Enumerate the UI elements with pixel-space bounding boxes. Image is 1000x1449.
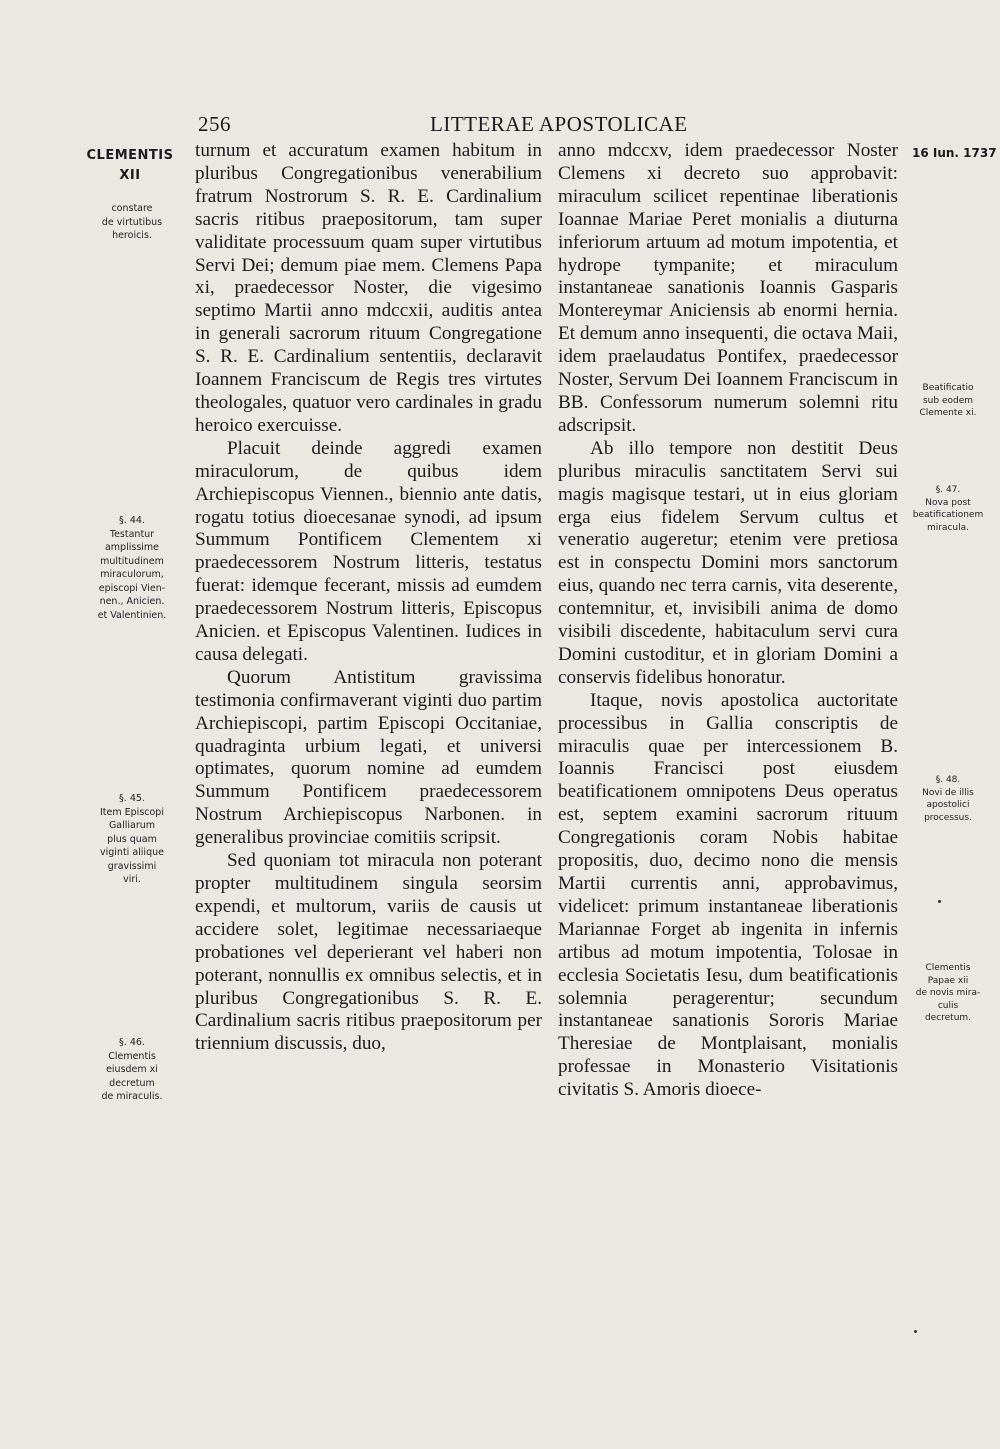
paragraph: Ab illo tempore non destitit Deus pluribus miraculis sanctitatem Servi sui magis magisque testari, ut in eius gloriam erga eius fidelem Servum cultus et veneratio augeretur; etenim vere pretiosa est in conspectu Domini mors sanctorum eius, quando nec terra carnis, vita deserente, contemnitur, et, invisibili anima de domo visibili discedente, habitaculum servi cura Domini custoditur, et in gloriam Domini a conservis fidelibus honoratur. xyxy=(558,437,898,688)
text-column-left xyxy=(195,140,542,1056)
margin-note-section-45: §. 45. Item Episcopi Galliarum plus quam viginti aliique gravissimi viri. xyxy=(100,793,164,885)
margin-note-section-47: §. 47. Nova post beatificationem miracula. xyxy=(912,485,984,533)
author-numeral: XII xyxy=(119,168,141,183)
margin-date: 16 Iun. 1737 xyxy=(912,146,997,160)
paragraph: anno mdccxv, idem praedecessor Noster Clemens xi decreto suo approbavit: miraculum scilicet repentinae liberationis Ioannae Mariae Peret monialis a diuturna inferiorum artuum ad motum impotentia, et hydrope tympanite; et miraculum instantaneae sanationis Ioannis Gasparis Montereymar Aniciensis ab enormi hernia. Et demum anno insequenti, die octava Maii, idem praelaudatus Pontifex, praedecessor Noster, Servum Dei Ioannem Franciscum in BB. Confessorum numerum solemni ritu adscripsit. xyxy=(558,140,898,436)
margin-note-section-44: §. 44. Testantur amplissime multitudinem miraculorum, episcopi Vien- nen., Anicien. et Valentinien. xyxy=(97,515,167,621)
margin-author xyxy=(80,146,180,186)
paragraph: Placuit deinde aggredi examen miraculorum, de quibus idem Archiepiscopus Viennen., biennio ante datis, rogatu totius dioecesanae synodi, ad ipsum Summum Pontificem Clementem xi praedecessorem Nostrum litteris, testatus fuerat: idemque fecerant, missis ad eumdem praedecessorem Nostrum litteris, Episcopus Anicien. et Episcopus Valentinen. Iudices in causa delegati. xyxy=(195,437,542,665)
text-column-right xyxy=(558,140,898,1102)
speck xyxy=(938,900,941,903)
author-name: CLEMENTIS xyxy=(86,148,174,163)
running-title: LITTERAE APOSTOLICAE xyxy=(430,112,688,136)
paragraph: Itaque, novis apostolica auctoritate processibus in Gallia conscriptis de miraculis quae per intercessionem B. Ioannis Francisci post eiusdem beatificationem omnipotens Deus operatus est, septem examini sacrorum rituum Congregationis coram Nobis habitae propositis, duo, decimo nono die mensis Martii currentis anni, approbavimus, videlicet: primum instantaneae liberationis Mariannae Forget ab ingenita in infernis artibus ad motum impotentia, Tolosae in ecclesia Societatis Iesu, dum beatificationis solemnia peragerentur; secundum instantaneae sanationis Sororis Mariae Theresiae de Montplaisant, monialis professae in Monasterio Visitationis civitatis S. Amoris dioece- xyxy=(558,689,898,1101)
paragraph: Quorum Antistitum gravissima testimonia confirmaverant viginti duo partim Archiepiscopi, partim Episcopi Occitaniae, quadraginta urbium legati, et universi optimates, quorum nomine ad eumdem Summum Pontificem praedecessorem Nostrum Archiepiscopus Narbonen. in generalibus provinciae comitiis scripsit. xyxy=(195,666,542,849)
margin-note-beatification: Beatificatio sub eodem Clemente xi. xyxy=(919,383,977,418)
margin-note-section-46: §. 46. Clementis eiusdem xi decretum de miraculis. xyxy=(101,1037,163,1102)
paragraph: Sed quoniam tot miracula non poterant propter multitudinem singula seorsim expendi, et multorum, variis de causis ut accidere solet, legitimae necessariaeque probationes vel deperierant vel haberi non poterant, nonnullis ex omnibus selectis, et in pluribus Congregationibus S. R. E. Cardinalium sacris ritibus praepositorum per triennium discussis, duo, xyxy=(195,850,542,1055)
margin-note-decree: Clementis Papae xii de novis mira- culis decretum. xyxy=(915,963,981,1023)
speck xyxy=(914,1330,917,1333)
page-number: 256 xyxy=(198,112,231,136)
margin-note-virtues: constare de virtutibus heroicis. xyxy=(101,203,163,241)
paragraph: turnum et accuratum examen habitum in pluribus Congregationibus venerabilium fratrum Nostrorum S. R. E. Cardinalium sacris ritibus praepositorum, tam super validitate processuum quam super virtutibus Servi Dei; demum piae mem. Clemens Papa xi, praedecessor Noster, die vigesimo septimo Martii anno mdccxii, auditis antea in generali sacrorum rituum Congregatione S. R. E. Cardinalium sententiis, declaravit Ioannem Franciscum de Regis tres virtutes theologales, quatuor vero cardinales in gradu heroico exercuisse. xyxy=(195,140,542,436)
margin-note-section-48: §. 48. Novi de illis apostolici processus. xyxy=(922,775,974,823)
